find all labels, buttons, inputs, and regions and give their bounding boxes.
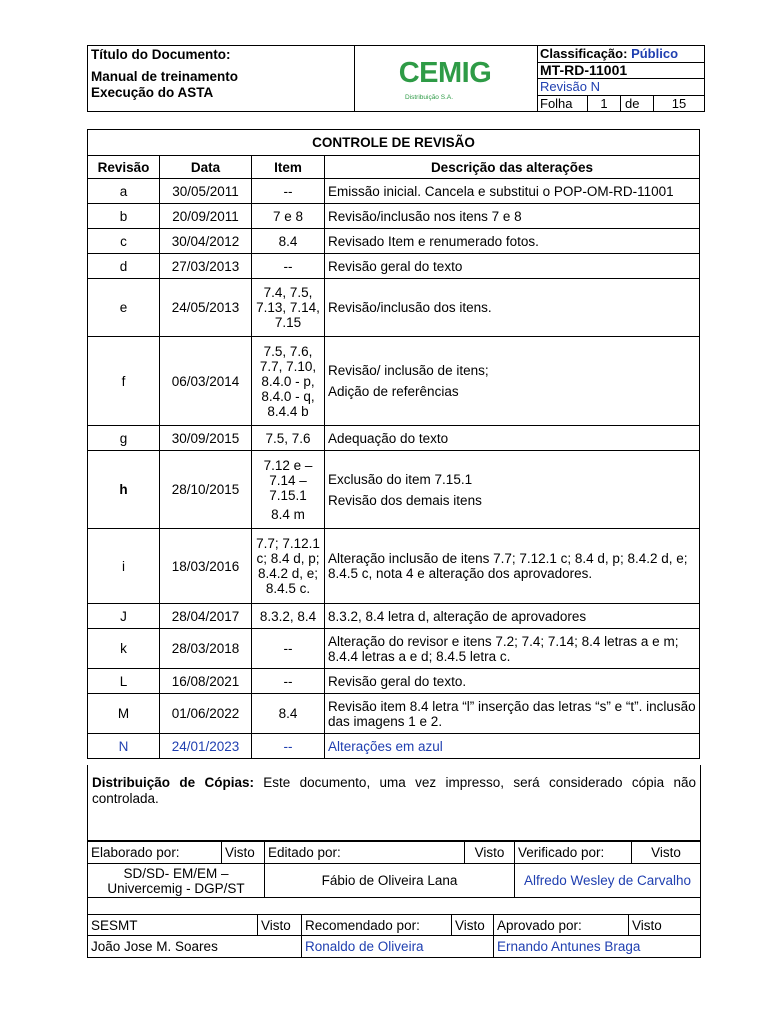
distribution-label: Distribuição de Cópias: [92,775,254,790]
item-cell: 7.4, 7.5, 7.13, 7.14, 7.15 [252,279,325,337]
date-cell: 01/06/2022 [160,694,252,734]
visto-label: Visto [452,915,494,936]
rev-cell: i [88,529,160,604]
desc-line: Revisão dos demais itens [328,492,482,508]
table-row [88,451,700,529]
date-cell: 30/04/2012 [160,229,252,254]
aprovado-value: Ernando Antunes Braga [494,936,701,958]
item-cell: 8.4 [252,694,325,734]
table-row [88,604,700,629]
date-cell: 30/09/2015 [160,426,252,451]
item-line: 8.4 m [271,506,305,522]
table-row [88,279,700,337]
classification-value: Público [631,46,679,61]
sesmt-value: João Jose M. Soares [88,936,302,958]
item-cell: -- [252,669,325,694]
date-cell: 18/03/2016 [160,529,252,604]
elaborado-label: Elaborado por: [88,842,222,864]
document-meta [538,46,704,111]
revision-control-title: CONTROLE DE REVISÃO [88,130,700,156]
title-line-2: Execução do ASTA [91,85,214,100]
elaborado-value: SD/SD- EM/EM – Univercemig - DGP/ST [88,864,265,898]
visto-label: Visto [258,915,302,936]
visto-label: Visto [465,842,515,864]
distribution-text: Este documento, uma vez impresso, será considerado cópia não controlada. [92,775,696,806]
revision-control-table [87,129,700,759]
document-header [87,45,705,112]
sesmt-label: SESMT [88,915,258,936]
doc-code: MT-RD-11001 [538,63,704,80]
rev-cell: M [88,694,160,734]
distribution-block [87,765,701,841]
desc-cell: Revisão geral do texto [325,254,700,279]
revision-indicator: Revisão N [538,79,704,96]
folha-label: Folha [538,96,588,113]
date-cell: 20/09/2011 [160,204,252,229]
recomendado-value: Ronaldo de Oliveira [302,936,494,958]
rev-cell: e [88,279,160,337]
classification [538,46,704,63]
item-cell: -- [252,179,325,204]
desc-cell: Revisado Item e renumerado fotos. [325,229,700,254]
desc-line: Exclusão do item 7.15.1 [328,471,473,487]
rev-cell: L [88,669,160,694]
rev-cell: d [88,254,160,279]
desc-cell: 8.3.2, 8.4 letra d, alteração de aprovadores [325,604,700,629]
rev-cell: f [88,337,160,426]
desc-cell: Emissão inicial. Cancela e substitui o POP-OM-RD-11001 [325,179,700,204]
desc-cell: Revisão/inclusão dos itens. [325,279,700,337]
col-header-descricao: Descrição das alterações [325,156,700,179]
recomendado-label: Recomendado por: [302,915,452,936]
folha-number: 1 [588,96,621,113]
item-cell: -- [252,254,325,279]
rev-cell: a [88,179,160,204]
signature-table-1 [87,841,701,898]
desc-cell [325,337,700,426]
col-header-data: Data [160,156,252,179]
folha-row [538,96,704,113]
signature-spacer [87,897,701,915]
document-title-block [88,46,355,111]
desc-cell [325,451,700,529]
visto-label: Visto [222,842,265,864]
rev-cell: h [88,451,160,529]
title-label: Título do Documento: [91,47,231,62]
rev-cell: k [88,629,160,669]
desc-line: Revisão/ inclusão de itens; [328,363,489,378]
table-row [88,254,700,279]
desc-cell: Revisão item 8.4 letra “l” inserção das letras “s” e “t”. inclusão das imagens 1 e 2. [325,694,700,734]
cemig-logo [355,46,538,111]
rev-cell: N [88,734,160,759]
item-cell: 8.4 [252,229,325,254]
aprovado-label: Aprovado por: [494,915,629,936]
desc-line: Adição de referências [328,384,459,399]
logo-text: CEMIG [398,57,492,89]
date-cell: 24/05/2013 [160,279,252,337]
col-header-item: Item [252,156,325,179]
title-line-1: Manual de treinamento [91,69,239,84]
desc-cell: Adequação do texto [325,426,700,451]
table-row [88,337,700,426]
desc-cell: Alteração do revisor e itens 7.2; 7.4; 7.14; 8.4 letras a e m; 8.4.4 letras a e d; 8.4.5 letra c. [325,629,700,669]
verificado-value: Alfredo Wesley de Carvalho [515,864,701,898]
item-cell: 7.5, 7.6 [252,426,325,451]
date-cell: 28/03/2018 [160,629,252,669]
table-row [88,629,700,669]
table-row [88,529,700,604]
date-cell: 06/03/2014 [160,337,252,426]
rev-cell: b [88,204,160,229]
signature-table-2 [87,914,701,958]
cemig-logo-icon [355,46,538,111]
item-cell: 7 e 8 [252,204,325,229]
table-row [88,229,700,254]
table-row [88,426,700,451]
date-cell: 24/01/2023 [160,734,252,759]
item-cell: 7.5, 7.6, 7.7, 7.10, 8.4.0 - p, 8.4.0 - q, 8.4.4 b [252,337,325,426]
item-cell: -- [252,734,325,759]
desc-cell: Alterações em azul [325,734,700,759]
rev-cell: J [88,604,160,629]
desc-cell: Revisão/inclusão nos itens 7 e 8 [325,204,700,229]
table-row [88,694,700,734]
table-row [88,179,700,204]
visto-label: Visto [629,915,701,936]
desc-cell: Revisão geral do texto. [325,669,700,694]
date-cell: 30/05/2011 [160,179,252,204]
item-cell: 8.3.2, 8.4 [252,604,325,629]
visto-label: Visto [632,842,701,864]
date-cell: 28/04/2017 [160,604,252,629]
table-header-row [88,156,700,179]
item-line: 7.12 e – 7.14 – 7.15.1 [263,457,313,503]
col-header-revisao: Revisão [88,156,160,179]
desc-cell: Alteração inclusão de itens 7.7; 7.12.1 c; 8.4 d, p; 8.4.2 d, e; 8.4.5 c, nota 4 e alteração dos aprovadores. [325,529,700,604]
table-row [88,669,700,694]
rev-cell: g [88,426,160,451]
classification-label: Classificação: [540,46,628,61]
date-cell: 16/08/2021 [160,669,252,694]
de-label: de [621,96,654,113]
table-row [88,204,700,229]
table-row [88,734,700,759]
verificado-label: Verificado por: [515,842,632,864]
item-cell: 7.7; 7.12.1 c; 8.4 d, p; 8.4.2 d, e; 8.4.5 c. [252,529,325,604]
date-cell: 28/10/2015 [160,451,252,529]
item-cell: -- [252,629,325,669]
rev-cell: c [88,229,160,254]
editado-label: Editado por: [265,842,465,864]
logo-subtext: Distribuição S.A. [404,94,454,101]
editado-value: Fábio de Oliveira Lana [265,864,515,898]
item-cell [252,451,325,529]
date-cell: 27/03/2013 [160,254,252,279]
folha-total: 15 [671,95,687,111]
